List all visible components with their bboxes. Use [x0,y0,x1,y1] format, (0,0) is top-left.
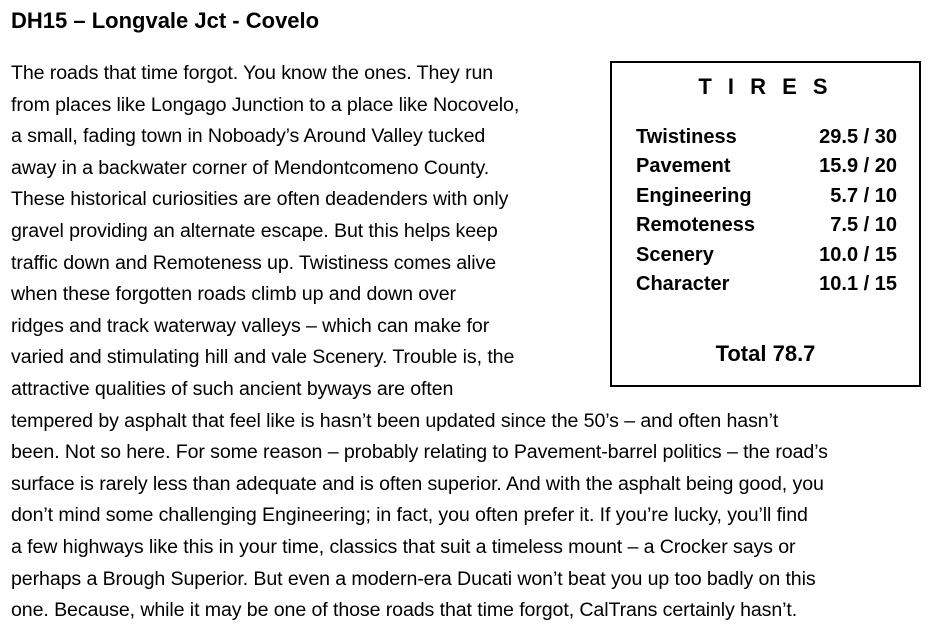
score-row-engineering [636,182,897,211]
score-label: Pavement [636,155,731,178]
body-line: surface is rarely less than adequate and is often superior. And with the asphalt being good, you [11,472,824,495]
score-value: 7.5 / 10 [830,214,897,237]
body-line: a small, fading town in Noboady’s Around Valley tucked [11,125,486,148]
body-line: These historical curiosities are often deadenders with only [11,188,509,211]
body-line: traffic down and Remoteness up. Twistiness comes alive [11,251,497,274]
score-value: 5.7 / 10 [830,184,897,207]
score-row-remoteness [636,211,897,240]
body-line: been. Not so here. For some reason – probably relating to Pavement-barrel politics – the road’s [11,441,828,464]
tires-score-box [610,61,921,387]
score-value: 15.9 / 20 [819,155,897,178]
body-line: tempered by asphalt that feel like is hasn’t been updated since the 50’s – and often hasn’t [11,409,779,432]
body-line: The roads that time forgot. You know the ones. They run [11,62,494,84]
score-label: Character [636,272,730,295]
score-value: 10.0 / 15 [819,243,897,266]
body-line: ridges and track waterway valleys – which can make for [11,314,490,337]
body-line: one. Because, while it may be one of those roads that time forgot, CalTrans certainly hasn’t. [11,599,798,622]
score-label: Scenery [636,243,714,266]
score-value: 29.5 / 30 [819,126,897,148]
body-line: when these forgotten roads climb up and down over [11,283,456,306]
body-line: don’t mind some challenging Engineering; in fact, you often prefer it. If you’re lucky, you’ll find [11,504,808,527]
body-line: perhaps a Brough Superior. But even a modern-era Ducati won’t beat you up too badly on this [11,567,816,590]
score-label: Twistiness [636,126,737,148]
score-value: 10.1 / 15 [819,272,897,295]
tires-heading: T I R E S [698,74,833,99]
score-label: Remoteness [636,214,755,237]
tires-score-list [636,123,897,299]
score-label: Engineering [636,184,752,207]
score-row-character [636,270,897,299]
score-row-scenery [636,241,897,270]
score-row-twistiness [636,123,897,152]
body-line: a few highways like this in your time, classics that suit a timeless mount – a Crocker says or [11,535,796,558]
body-line: gravel providing an alternate escape. But this helps keep [11,219,498,242]
body-line: varied and stimulating hill and vale Scenery. Trouble is, the [11,346,515,369]
body-line: attractive qualities of such ancient byways are often [11,377,454,400]
page-title: DH15 – Longvale Jct - Covelo [11,8,320,33]
tires-total: Total 78.7 [715,341,816,366]
body-line: away in a backwater corner of Mendontcomeno County. [11,156,490,179]
score-row-pavement [636,152,897,181]
body-line: from places like Longago Junction to a place like Nocovelo, [11,93,520,116]
